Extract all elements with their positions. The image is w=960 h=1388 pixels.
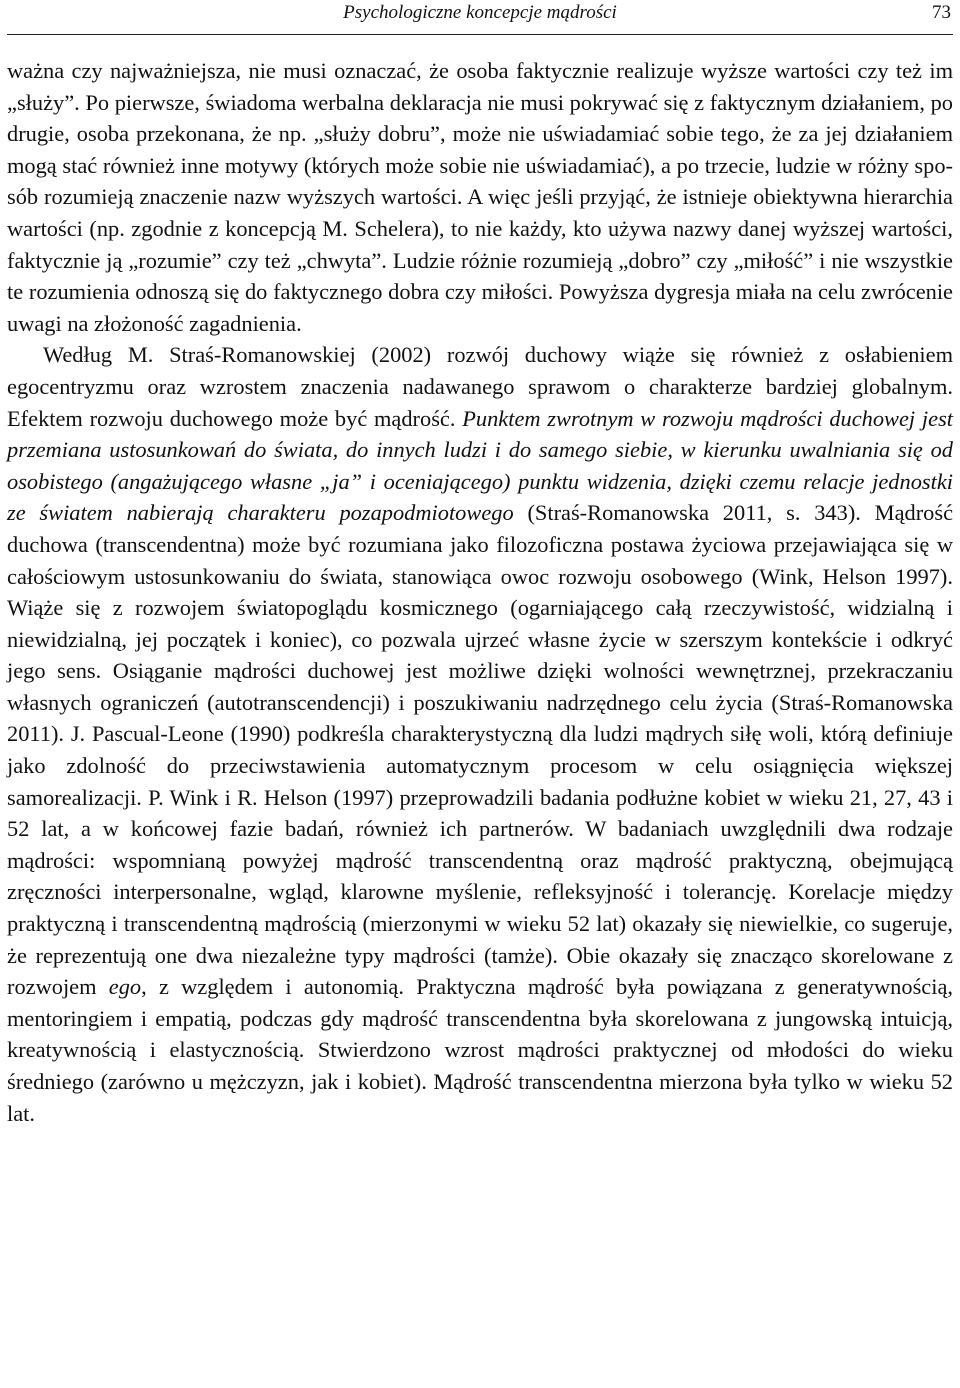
page-number: 73 xyxy=(932,2,951,23)
quote-italic: Punktem zwrotnym w rozwoju mądrości duchowej jest przemiana ustosunkowań do świata, do innych ludzi i do samego siebie, w kierunku uwalniania się od osobistego (angażującego własne „ja” i oceniającego) punktu widzenia, dzięki czemu relacje jednostki ze światem nabierają charakteru pozapodmiotowego xyxy=(7,405,953,526)
running-title: Psychologiczne koncepcje mądrości xyxy=(343,2,617,23)
paragraph-2-rest: (Straś-Romanowska 2011, s. 343). Mądrość duchowa (transcendentna) może być rozumiana jako filozoficzna postawa życiowa przejawiająca się w całościowym ustosunkowaniu do świata, stanowiąca owoc rozwoju osobowego (Wink, Helson 1997). Wiąże się z rozwojem światopoglądu kosmicznego (ogarniającego całą rzeczywistość, widzialną i niewidzialną, jej początek i koniec), co pozwala ujrzeć własne życie w szerszym kontekście i odkryć jego sens. Osiąganie mądrości duchowej jest możliwe dzięki wolności wewnętrznej, przekraczaniu własnych ograniczeń (autotranscendencji) i poszukiwaniu nadrzędnego celu życia (Straś-Romanowska 2011). J. Pascual-Leone (1990) podkreśla charakterystyczną dla ludzi mądrych siłę woli, którą definiuje jako zdolność do przeciwstawienia automatycznym procesom w celu osiągnięcia większej samorealizacji. P. Wink i R. Helson (1997) przeprowadzili badania podłużne kobiet w wieku 21, 27, 43 i 52 lat, a w końcowej fazie badań, również ich partnerów. W badaniach uwzględnili dwa rodzaje mądrości: wspomnianą powyżej mądrość transcendentną oraz mądrość praktyczną, obejmującą zręczności interpersonalne, wgląd, klarowne myślenie, refleksyjność i tolerancję. Korelacje między praktyczną i transcendentną mądrością (mierzonymi w wieku 52 lat) okazały się niewielkie, co sugeruje, że reprezentują one dwa niezależne typy mądrości (tamże). Obie okazały się znacząco skorelowane z rozwojem xyxy=(7,500,954,1000)
paragraph-2 xyxy=(7,339,953,1129)
running-header xyxy=(7,0,953,35)
paragraph-2-end: , z względem i autonomią. Praktyczna mądrość była powiązana z generatywnością, mentoringiem i empatią, podczas gdy mądrość transcendentna była skorelowana z jungowską intuicją, kreatywnością i elastycznością. Stwierdzono wzrost mądrości praktycznej od młodości do wieku średniego (zarówno u mężczyzn, jak i kobiet). Mądrość transcendentna mierzona była tylko w wieku 52 lat. xyxy=(7,974,953,1126)
body-text xyxy=(7,55,953,1129)
term-ego: ego xyxy=(108,974,142,1000)
paragraph-2-lead: Według M. Straś-Romanowskiej (2002) rozwój duchowy wiąże się również z osłabieniem egocentryzmu oraz wzrostem znaczenia nadawanego sprawom o charakterze bardziej globalnym. Efektem rozwoju duchowego może być mądrość. xyxy=(7,342,953,431)
paragraph-1: ważna czy najważniejsza, nie musi oznaczać, że osoba faktycznie realizuje wyższe wartości czy też im „służy”. Po pierwsze, świadoma werbalna deklaracja nie musi pokrywać się z faktycznym działaniem, po drugie, osoba przekonana, że np. „służy dobru”, może nie uświadamiać sobie tego, że za jej działaniem mogą stać również inne motywy (których może sobie nie uświadamiać), a po trzecie, ludzie w różny sposób rozumieją znaczenie nazw wyższych wartości. A więc jeśli przyjąć, że istnieje obiektywna hierarchia wartości (np. zgodnie z koncepcją M. Schelera), to nie każdy, kto używa nazwy danej wyższej wartości, faktycznie ją „rozumie” czy też „chwyta”. Ludzie różnie rozumieją „dobro” czy „miłość” i nie wszystkie te rozumienia odnoszą się do faktycznego dobra czy miłości. Powyższa dygresja miała na celu zwrócenie uwagi na złożoność zagadnienia. xyxy=(7,58,953,336)
document-page xyxy=(7,0,953,1129)
